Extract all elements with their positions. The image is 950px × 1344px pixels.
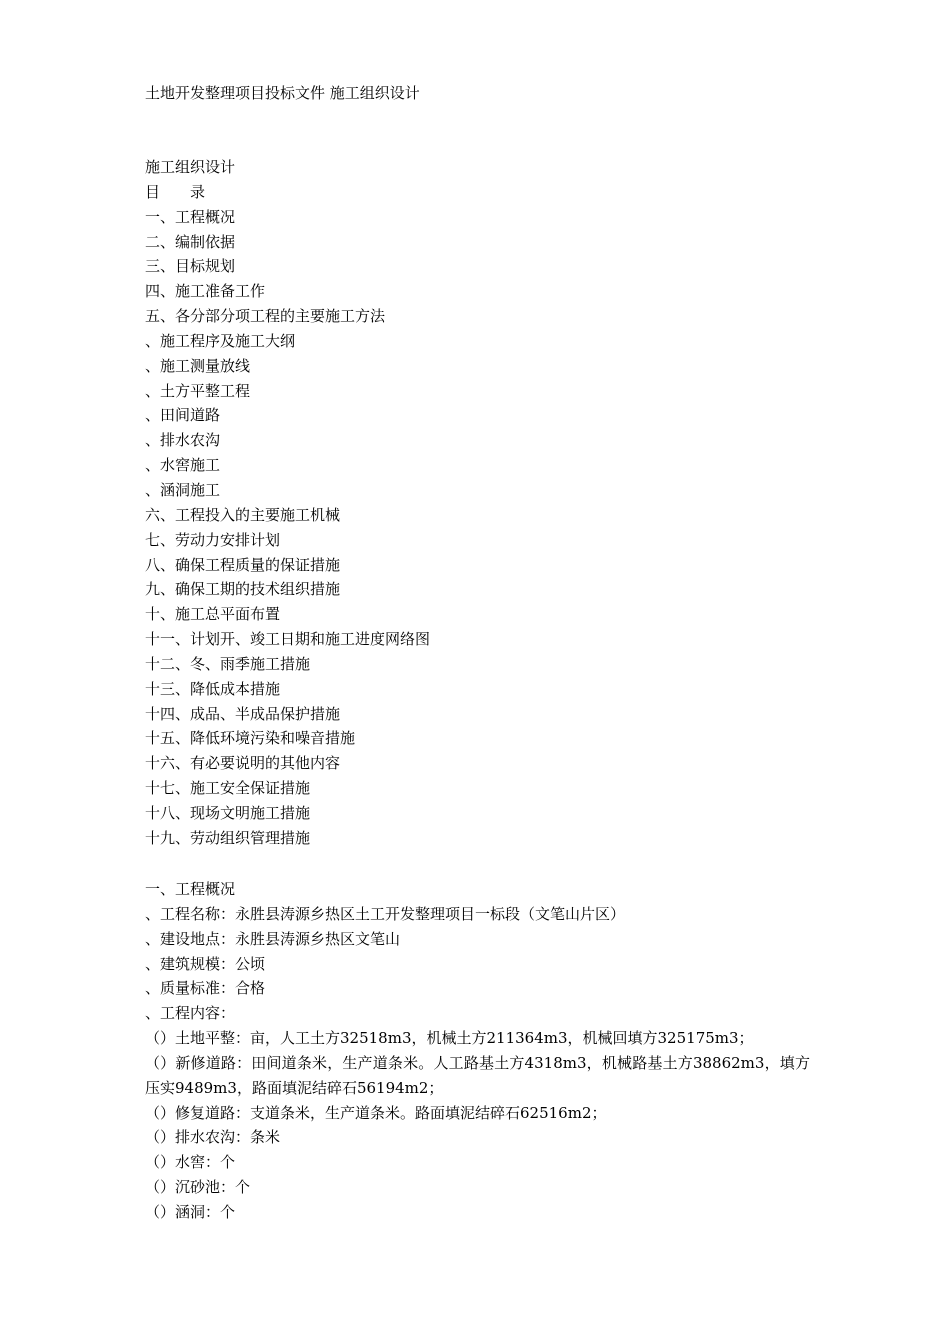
toc-item: 三、目标规划 xyxy=(145,257,236,276)
overview-item: （）新修道路：田间道条米，生产道条米。人工路基土方4318m3，机械路基土方38862m3，填方压实9489m3，路面填泥结碎石56194m2； xyxy=(145,1053,810,1097)
toc-item: 九、确保工期的技术组织措施 xyxy=(145,580,341,599)
toc-item: 、土方平整工程 xyxy=(145,381,251,400)
toc-item: 十九、劳动组织管理措施 xyxy=(145,828,311,847)
toc-subtitle: 目 录 xyxy=(145,182,206,201)
toc-item: 十二、冬、雨季施工措施 xyxy=(145,654,311,673)
overview-item: （）修复道路：支道条米，生产道条米。路面填泥结碎石62516m2； xyxy=(145,1103,607,1122)
page-header: 土地开发整理项目投标文件 施工组织设计 xyxy=(145,84,420,102)
toc-item: 、施工程序及施工大纲 xyxy=(145,331,296,350)
overview-item: （）水窖：个 xyxy=(145,1153,236,1172)
toc-item: 十六、有必要说明的其他内容 xyxy=(145,754,341,773)
toc-title: 施工组织设计 xyxy=(145,158,236,176)
toc-item: 、排水农沟 xyxy=(145,431,221,450)
toc-item: 十五、降低环境污染和噪音措施 xyxy=(145,729,356,748)
toc-item: 、田间道路 xyxy=(145,406,221,425)
toc-item: 十一、计划开、竣工日期和施工进度网络图 xyxy=(145,630,431,649)
toc-item: 十八、现场文明施工措施 xyxy=(145,803,311,822)
overview-item: 、工程内容： xyxy=(145,1004,236,1023)
toc-item: 、涵洞施工 xyxy=(145,480,221,499)
overview-item: （）排水农沟：条米 xyxy=(145,1128,281,1147)
overview-item: （）沉砂池：个 xyxy=(145,1178,251,1197)
table-of-contents xyxy=(145,155,810,851)
toc-item: 、水窖施工 xyxy=(145,456,221,475)
toc-item: 四、施工准备工作 xyxy=(145,282,266,301)
toc-item: 十、施工总平面布置 xyxy=(145,605,281,624)
toc-item: 七、劳动力安排计划 xyxy=(145,530,281,549)
toc-item: 十三、降低成本措施 xyxy=(145,679,281,698)
overview-item: （）土地平整：亩，人工土方32518m3，机械土方211364m3，机械回填方325175m3； xyxy=(145,1029,754,1048)
toc-item: 一、工程概况 xyxy=(145,207,236,226)
toc-item: 二、编制依据 xyxy=(145,232,236,251)
toc-item: 十七、施工安全保证措施 xyxy=(145,779,311,798)
toc-item: 、施工测量放线 xyxy=(145,356,251,375)
project-overview-section xyxy=(145,877,810,1225)
toc-item: 六、工程投入的主要施工机械 xyxy=(145,505,341,524)
toc-item: 五、各分部分项工程的主要施工方法 xyxy=(145,307,386,326)
overview-item: 、质量标准：合格 xyxy=(145,979,266,998)
toc-item: 八、确保工程质量的保证措施 xyxy=(145,555,341,574)
overview-item: 、建筑规模：公顷 xyxy=(145,954,266,973)
overview-item: （）涵洞：个 xyxy=(145,1202,236,1221)
overview-item: 、建设地点：永胜县涛源乡热区文笔山 xyxy=(145,929,401,948)
section-heading: 一、工程概况 xyxy=(145,880,236,898)
overview-item: 、工程名称：永胜县涛源乡热区土工开发整理项目一标段（文笔山片区） xyxy=(145,904,626,923)
toc-item: 十四、成品、半成品保护措施 xyxy=(145,704,341,723)
